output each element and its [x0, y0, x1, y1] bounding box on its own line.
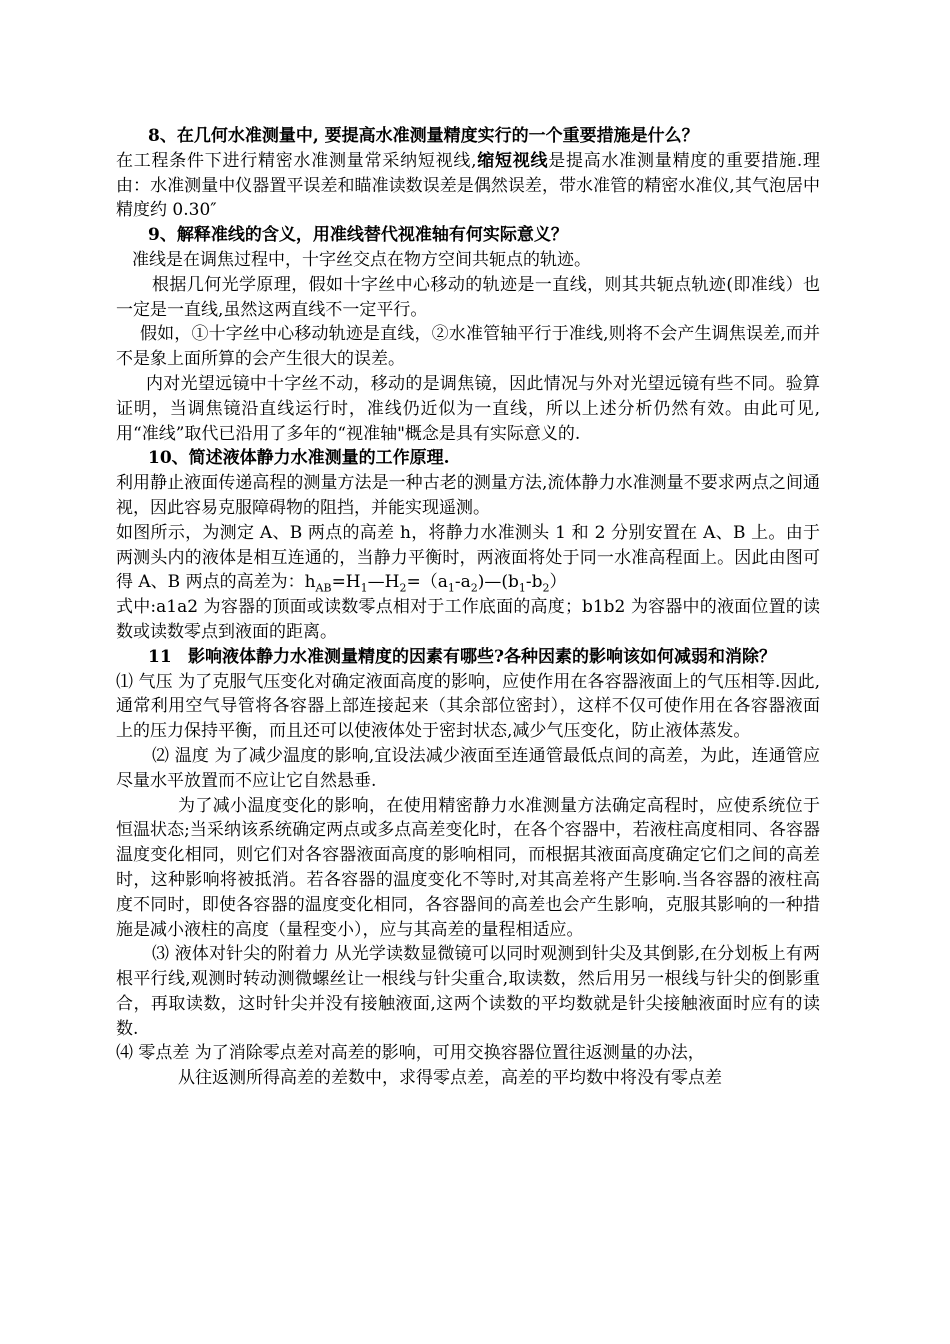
q11-number: 11	[148, 646, 172, 667]
q10-paragraph-2-text: 如图所示，为测定 A、B 两点的高差 h，将静力水准测头 1 和 2 分别安置在 A、B 上。由于两测头内的液体是相互连通的，当静力平衡时，两液面将处于同一水准高程面上。因此由图可得 A、B 两点的高差为：	[116, 522, 820, 593]
q9-paragraph-1: 准线是在调焦过程中，十字丝交点在物方空间共轭点的轨迹。	[132, 249, 591, 270]
q8-heading: 8、在几何水准测量中, 要提高水准测量精度实行的一个重要措施是什么？	[148, 126, 699, 146]
q11-temperature-detail: 为了减小温度变化的影响，在使用精密静力水准测量方法确定高程时，应使系统位于恒温状态;当采纳该系统确定两点或多点高差变化时，在各个容器中，若液柱高度相同、各容器温度变化相同，则它们对各容器液面高度的影响相同，而根据其液面高度确定它们之间的高差时，这种影响将被抵消。若各容器的温度变化不等时,对其高差将产生影响.当各容器的液柱高度不同时，即使各容器的温度变化相同，各容器间的高差也会产生影响，克服其影响的一种措施是减小液柱的高度（量程变小），应与其高差的量程相适应。	[116, 795, 820, 940]
q11-item-temperature: ⑵ 温度 为了减少温度的影响,宜设法减少液面至连通管最低点间的高差，为此，连通管应尽量水平放置而不应让它自然悬垂.	[116, 745, 820, 791]
q10-paragraph-2	[116, 521, 820, 595]
q11-title: 影响液体静力水准测量精度的因素有哪些?各种因素的影响该如何减弱和消除？	[188, 646, 776, 667]
q11-item-zero-offset: ⑷ 零点差 为了消除零点差对高差的影响，可用交换容器位置往返测量的办法，	[116, 1043, 705, 1064]
q9-heading: 9、解释准线的含义，用准线替代视准轴有何实际意义？	[148, 225, 568, 246]
q10-heading: 10、简述液体静力水准测量的工作原理.	[148, 448, 450, 469]
q11-item-adhesion: ⑶ 液体对针尖的附着力 从光学读数显微镜可以同时观测到针尖及其倒影,在分划板上有两根平行线,观测时转动测微螺丝让一根线与针尖重合,取读数，然后用另一根线与针尖的倒影重合，再取读数，这时针尖并没有接触液面,这两个读数的平均数就是针尖接触液面时应有的读数.	[116, 944, 820, 1039]
q9-paragraph-4: 内对光望远镜中十字丝不动，移动的是调焦镜，因此情况与外对光望远镜有些不同。验算证明，当调焦镜沿直线运行时，准线仍近似为一直线，所以上述分析仍然有效。由此可见,用“准线”取代已沿用了多年的“视准轴"概念是具有实际意义的.	[116, 373, 820, 444]
q11-item-pressure: ⑴ 气压 为了克服气压变化对确定液面高度的影响，应使作用在各容器液面上的气压相等.因此,通常利用空气导管将各容器上部连接起来（其余部位密封），这样不仅可使作用在各容器液面上的压力保持平衡，而且还可以使液体处于密封状态,减少气压变化，防止液体蒸发。	[116, 671, 820, 742]
q9-paragraph-3: 假如，①十字丝中心移动轨迹是直线，②水准管轴平行于准线,则将不会产生调焦误差,而并不是象上面所算的会产生很大的误差。	[116, 324, 820, 370]
q8-answer	[116, 149, 820, 223]
q9-paragraph-2: 根据几何光学原理，假如十字丝中心移动的轨迹是一直线，则其共轭点轨迹(即准线）也一定是一直线,虽然这两直线不一定平行。	[116, 274, 820, 320]
q8-answer-bold: 缩短视线	[476, 150, 549, 171]
q8-answer-post: 是提高水准测量精度的重要措施.理由：水准测量中仪器置平误差和瞄准读数误差是偶然误差，带水准管的精密水准仪,其气泡居中精度约 0.30″	[116, 150, 821, 221]
height-difference-formula: $h_{AB}=H_1—H_2=(a_1-a_2)—(b_1-b_2)$	[304, 572, 567, 595]
q10-paragraph-3: 式中:a1a2 为容器的顶面或读数零点相对于工作底面的高度；b1b2 为容器中的液面位置的读数或读数零点到液面的距离。	[116, 597, 820, 642]
q11-heading	[116, 645, 820, 670]
q10-paragraph-1: 利用静止液面传递高程的测量方法是一种古老的测量方法,流体静力水准测量不要求两点之间通视，因此容易克服障碍物的阻挡，并能实现遥测。	[116, 473, 820, 518]
q8-answer-pre: 在工程条件下进行精密水准测量常采纳短视线,	[116, 150, 477, 171]
document-body	[116, 124, 820, 1091]
q11-zero-offset-detail: 从往返测所得高差的差数中，求得零点差，高差的平均数中将没有零点差	[178, 1068, 722, 1089]
